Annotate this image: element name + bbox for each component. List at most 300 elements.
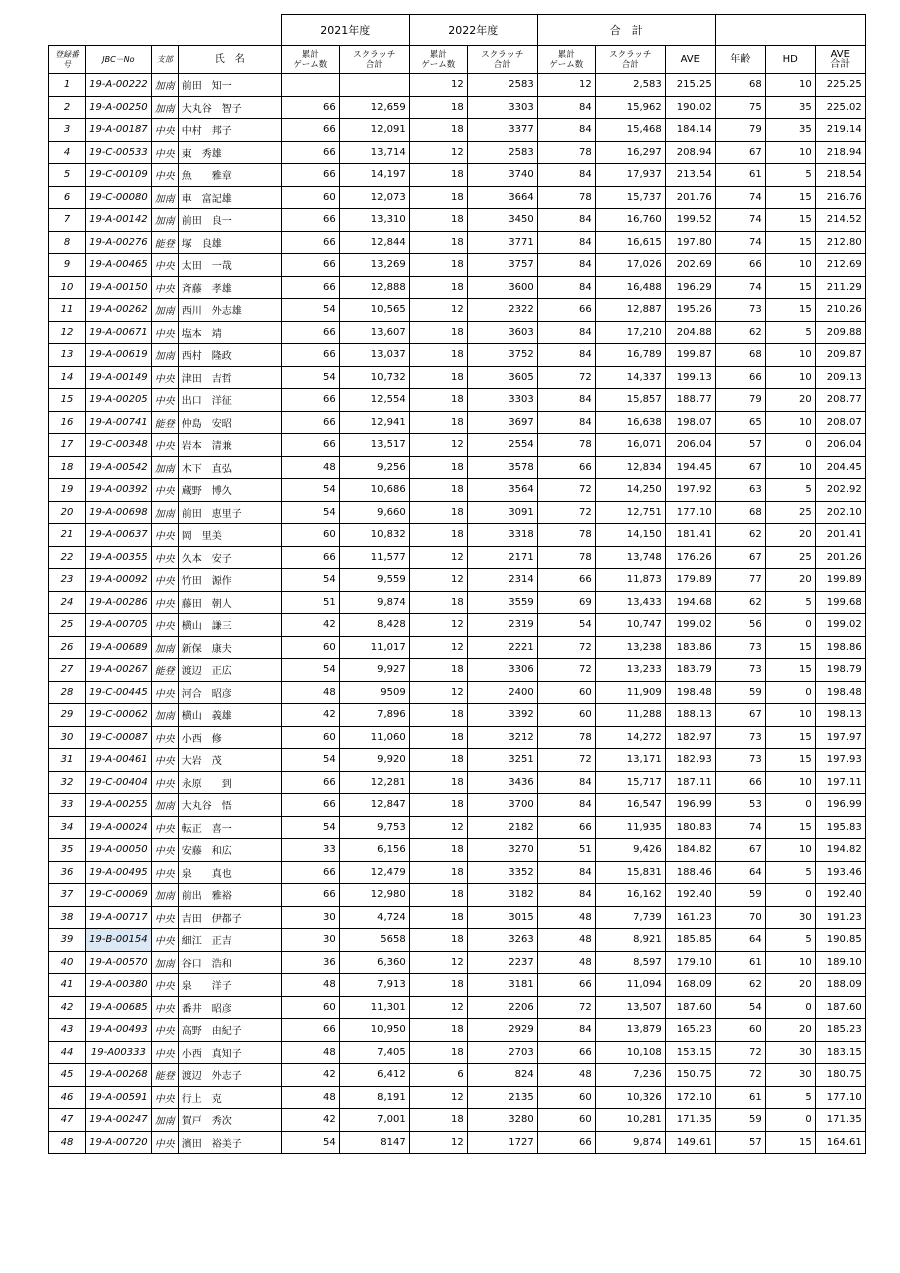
- cell-ave-total: 202.92: [815, 479, 865, 502]
- cell-ave-total: 199.89: [815, 569, 865, 592]
- cell-ave: 180.83: [665, 816, 715, 839]
- cell-scratch-total: 14,250: [595, 479, 665, 502]
- cell-scratch-total: 13,171: [595, 749, 665, 772]
- cell-games-2022: 12: [409, 951, 467, 974]
- cell-games-2021: 30: [281, 906, 339, 929]
- cell-scratch-total: 16,547: [595, 794, 665, 817]
- cell-games-total: 72: [537, 501, 595, 524]
- table-row: [49, 681, 866, 704]
- cell-hd: 5: [765, 591, 815, 614]
- cell-scratch-total: 13,238: [595, 636, 665, 659]
- cell-scratch-2021: 11,060: [339, 726, 409, 749]
- cell-scratch-2021: 12,844: [339, 231, 409, 254]
- cell-ave: 199.02: [665, 614, 715, 637]
- cell-games-2021: 54: [281, 366, 339, 389]
- cell-age: 74: [715, 816, 765, 839]
- cell-jbc: 19-C-00062: [86, 704, 152, 727]
- cell-no: 45: [49, 1064, 86, 1087]
- cell-games-2021: 66: [281, 321, 339, 344]
- cell-no: 27: [49, 659, 86, 682]
- cell-name: 前田 良一: [178, 209, 281, 232]
- cell-scratch-total: 13,433: [595, 591, 665, 614]
- table-row: [49, 929, 866, 952]
- cell-scratch-2022: 2206: [467, 996, 537, 1019]
- cell-name: 横山 謙三: [178, 614, 281, 637]
- cell-games-total: 78: [537, 434, 595, 457]
- cell-scratch-2022: 3280: [467, 1109, 537, 1132]
- cell-hd: 20: [765, 389, 815, 412]
- cell-games-total: 84: [537, 411, 595, 434]
- cell-ave-total: 204.45: [815, 456, 865, 479]
- cell-scratch-2022: 2929: [467, 1019, 537, 1042]
- cell-scratch-total: 11,288: [595, 704, 665, 727]
- cell-games-2021: 48: [281, 456, 339, 479]
- cell-jbc: 19-A-00267: [86, 659, 152, 682]
- cell-no: 4: [49, 141, 86, 164]
- cell-games-total: 48: [537, 1064, 595, 1087]
- cell-scratch-2021: 12,479: [339, 861, 409, 884]
- cell-games-2022: 18: [409, 524, 467, 547]
- cell-ave-total: 185.23: [815, 1019, 865, 1042]
- cell-ave: 187.11: [665, 771, 715, 794]
- cell-branch: 加南: [151, 501, 178, 524]
- table-row: [49, 434, 866, 457]
- cell-age: 73: [715, 636, 765, 659]
- table-row: [49, 1109, 866, 1132]
- cell-scratch-2021: 5658: [339, 929, 409, 952]
- cell-jbc: 19-A-00262: [86, 299, 152, 322]
- cell-scratch-2022: 3352: [467, 861, 537, 884]
- cell-name: 西村 隆政: [178, 344, 281, 367]
- cell-games-2021: 54: [281, 501, 339, 524]
- cell-scratch-2021: 10,686: [339, 479, 409, 502]
- cell-hd: 15: [765, 816, 815, 839]
- cell-branch: 加南: [151, 456, 178, 479]
- cell-games-total: 84: [537, 389, 595, 412]
- cell-games-2021: 48: [281, 1086, 339, 1109]
- cell-branch: 中央: [151, 546, 178, 569]
- cell-scratch-2021: 8147: [339, 1131, 409, 1154]
- cell-hd: 30: [765, 1041, 815, 1064]
- cell-ave-total: 164.61: [815, 1131, 865, 1154]
- cell-scratch-2022: 2237: [467, 951, 537, 974]
- cell-scratch-2021: 10,832: [339, 524, 409, 547]
- cell-scratch-total: 12,834: [595, 456, 665, 479]
- table-row: [49, 794, 866, 817]
- cell-scratch-total: 16,789: [595, 344, 665, 367]
- cell-games-2022: 18: [409, 704, 467, 727]
- cell-scratch-2021: [339, 74, 409, 97]
- cell-age: 79: [715, 389, 765, 412]
- cell-ave: 199.52: [665, 209, 715, 232]
- cell-no: 25: [49, 614, 86, 637]
- cell-ave-total: 190.85: [815, 929, 865, 952]
- cell-games-2022: 18: [409, 591, 467, 614]
- cell-ave-total: 209.88: [815, 321, 865, 344]
- cell-games-2021: 36: [281, 951, 339, 974]
- cell-ave: 187.60: [665, 996, 715, 1019]
- cell-scratch-2021: 12,554: [339, 389, 409, 412]
- cell-age: 73: [715, 659, 765, 682]
- cell-ave-total: 197.97: [815, 726, 865, 749]
- cell-ave-total: 225.02: [815, 96, 865, 119]
- cell-hd: 25: [765, 546, 815, 569]
- cell-hd: 10: [765, 704, 815, 727]
- cell-scratch-total: 9,874: [595, 1131, 665, 1154]
- cell-scratch-2021: 13,607: [339, 321, 409, 344]
- cell-name: 渡辺 外志子: [178, 1064, 281, 1087]
- cell-ave: 190.02: [665, 96, 715, 119]
- cell-jbc: 19-A-00268: [86, 1064, 152, 1087]
- cell-branch: 加南: [151, 186, 178, 209]
- cell-jbc: 19-A-00591: [86, 1086, 152, 1109]
- cell-scratch-2022: 3263: [467, 929, 537, 952]
- cell-no: 14: [49, 366, 86, 389]
- cell-games-2022: 12: [409, 141, 467, 164]
- cell-no: 48: [49, 1131, 86, 1154]
- cell-scratch-2021: 13,269: [339, 254, 409, 277]
- cell-name: 高野 由紀子: [178, 1019, 281, 1042]
- cell-games-total: 72: [537, 479, 595, 502]
- cell-age: 61: [715, 951, 765, 974]
- table-row: [49, 659, 866, 682]
- cell-games-2021: 60: [281, 996, 339, 1019]
- cell-scratch-2022: 3752: [467, 344, 537, 367]
- cell-scratch-2021: 13,517: [339, 434, 409, 457]
- cell-branch: 中央: [151, 479, 178, 502]
- cell-branch: 能登: [151, 411, 178, 434]
- cell-jbc: 19-A-00205: [86, 389, 152, 412]
- cell-scratch-2022: 3564: [467, 479, 537, 502]
- table-row: [49, 816, 866, 839]
- cell-scratch-2021: 12,073: [339, 186, 409, 209]
- cell-games-total: 72: [537, 749, 595, 772]
- cell-games-2021: 54: [281, 749, 339, 772]
- cell-scratch-total: 15,468: [595, 119, 665, 142]
- cell-jbc: 19-A-00619: [86, 344, 152, 367]
- cell-scratch-2022: 2314: [467, 569, 537, 592]
- cell-age: 62: [715, 591, 765, 614]
- table-row: [49, 1019, 866, 1042]
- cell-no: 41: [49, 974, 86, 997]
- cell-no: 32: [49, 771, 86, 794]
- cell-ave-total: 177.10: [815, 1086, 865, 1109]
- table-row: [49, 614, 866, 637]
- table-row: [49, 1041, 866, 1064]
- cell-scratch-total: 12,751: [595, 501, 665, 524]
- cell-scratch-2021: 9,559: [339, 569, 409, 592]
- cell-name: 塩本 靖: [178, 321, 281, 344]
- cell-games-2021: 66: [281, 411, 339, 434]
- cell-ave-total: 171.35: [815, 1109, 865, 1132]
- cell-scratch-total: 11,873: [595, 569, 665, 592]
- cell-games-2021: 66: [281, 1019, 339, 1042]
- cell-jbc: 19-A-00392: [86, 479, 152, 502]
- cell-ave: 177.10: [665, 501, 715, 524]
- cell-hd: 15: [765, 659, 815, 682]
- cell-name: 大岩 茂: [178, 749, 281, 772]
- cell-age: 68: [715, 344, 765, 367]
- cell-ave: 182.93: [665, 749, 715, 772]
- cell-ave-total: 214.52: [815, 209, 865, 232]
- cell-age: 74: [715, 231, 765, 254]
- cell-games-2021: 54: [281, 659, 339, 682]
- cell-games-2021: 66: [281, 771, 339, 794]
- cell-hd: 30: [765, 1064, 815, 1087]
- cell-games-2021: 48: [281, 974, 339, 997]
- table-row: [49, 906, 866, 929]
- cell-scratch-2021: 7,913: [339, 974, 409, 997]
- cell-no: 40: [49, 951, 86, 974]
- table-row: [49, 366, 866, 389]
- cell-scratch-2021: 12,659: [339, 96, 409, 119]
- cell-scratch-2021: 7,896: [339, 704, 409, 727]
- cell-no: 9: [49, 254, 86, 277]
- cell-ave-total: 196.99: [815, 794, 865, 817]
- cell-ave-total: 218.94: [815, 141, 865, 164]
- cell-jbc: 19-A-00671: [86, 321, 152, 344]
- cell-jbc: 19-A-00461: [86, 749, 152, 772]
- cell-scratch-2022: 3578: [467, 456, 537, 479]
- cell-name: 太田 一哉: [178, 254, 281, 277]
- cell-name: 永原 到: [178, 771, 281, 794]
- table-row: [49, 96, 866, 119]
- table-row: [49, 569, 866, 592]
- cell-no: 6: [49, 186, 86, 209]
- cell-games-2021: 66: [281, 861, 339, 884]
- cell-jbc: 19-A-00705: [86, 614, 152, 637]
- cell-branch: 中央: [151, 771, 178, 794]
- cell-games-total: 66: [537, 1131, 595, 1154]
- cell-no: 36: [49, 861, 86, 884]
- cell-branch: 中央: [151, 119, 178, 142]
- cell-games-total: 66: [537, 569, 595, 592]
- cell-games-2022: 12: [409, 614, 467, 637]
- table-row: [49, 636, 866, 659]
- cell-no: 26: [49, 636, 86, 659]
- cell-branch: 中央: [151, 1086, 178, 1109]
- cell-branch: 加南: [151, 951, 178, 974]
- cell-age: 61: [715, 1086, 765, 1109]
- cell-branch: 中央: [151, 141, 178, 164]
- cell-hd: 35: [765, 119, 815, 142]
- header-total: 合 計: [537, 15, 715, 46]
- cell-branch: 加南: [151, 704, 178, 727]
- cell-name: 安藤 和広: [178, 839, 281, 862]
- cell-name: 前出 雅裕: [178, 884, 281, 907]
- cell-games-2021: 66: [281, 141, 339, 164]
- cell-scratch-2021: 10,950: [339, 1019, 409, 1042]
- cell-games-total: 48: [537, 929, 595, 952]
- cell-name: 新保 康夫: [178, 636, 281, 659]
- cell-scratch-total: 9,426: [595, 839, 665, 862]
- table-row: [49, 1064, 866, 1087]
- cell-scratch-2021: 13,037: [339, 344, 409, 367]
- cell-ave: 183.79: [665, 659, 715, 682]
- cell-age: 67: [715, 456, 765, 479]
- cell-scratch-2021: 11,577: [339, 546, 409, 569]
- cell-hd: 35: [765, 96, 815, 119]
- cell-scratch-2021: 12,847: [339, 794, 409, 817]
- cell-name: 塚 良雄: [178, 231, 281, 254]
- cell-scratch-total: 13,879: [595, 1019, 665, 1042]
- cell-games-2021: 66: [281, 546, 339, 569]
- cell-scratch-total: 14,150: [595, 524, 665, 547]
- cell-branch: 中央: [151, 816, 178, 839]
- cell-games-2022: 18: [409, 479, 467, 502]
- cell-games-2021: 66: [281, 344, 339, 367]
- cell-games-2022: 18: [409, 119, 467, 142]
- cell-no: 18: [49, 456, 86, 479]
- cell-games-2022: 12: [409, 636, 467, 659]
- cell-games-2021: 66: [281, 794, 339, 817]
- cell-branch: 能登: [151, 1064, 178, 1087]
- cell-scratch-2021: 12,281: [339, 771, 409, 794]
- cell-name: 仲島 安昭: [178, 411, 281, 434]
- cell-scratch-2022: 3740: [467, 164, 537, 187]
- cell-scratch-2022: 3212: [467, 726, 537, 749]
- cell-scratch-2022: 3015: [467, 906, 537, 929]
- cell-name: 竹田 源作: [178, 569, 281, 592]
- cell-age: 73: [715, 299, 765, 322]
- cell-games-2021: 42: [281, 704, 339, 727]
- cell-no: 3: [49, 119, 86, 142]
- col-header-scratch-2021: スクラッチ 合計: [339, 46, 409, 74]
- cell-ave: 161.23: [665, 906, 715, 929]
- cell-branch: 中央: [151, 749, 178, 772]
- cell-scratch-2021: 9,874: [339, 591, 409, 614]
- cell-branch: 中央: [151, 524, 178, 547]
- cell-scratch-total: 16,638: [595, 411, 665, 434]
- cell-name: 津田 吉哲: [178, 366, 281, 389]
- cell-games-total: 66: [537, 299, 595, 322]
- cell-age: 66: [715, 771, 765, 794]
- cell-no: 24: [49, 591, 86, 614]
- cell-branch: 加南: [151, 209, 178, 232]
- cell-no: 12: [49, 321, 86, 344]
- cell-ave-total: 208.07: [815, 411, 865, 434]
- cell-name: 西川 外志雄: [178, 299, 281, 322]
- cell-no: 37: [49, 884, 86, 907]
- cell-games-total: 48: [537, 951, 595, 974]
- cell-games-2021: 66: [281, 164, 339, 187]
- cell-name: 大丸谷 智子: [178, 96, 281, 119]
- cell-games-2022: 18: [409, 1019, 467, 1042]
- cell-ave: 194.45: [665, 456, 715, 479]
- cell-no: 29: [49, 704, 86, 727]
- cell-jbc: 19-A-00717: [86, 906, 152, 929]
- cell-jbc: 19-A-00149: [86, 366, 152, 389]
- cell-scratch-2022: 3303: [467, 389, 537, 412]
- col-header-jbc: JBC－No: [86, 46, 152, 74]
- table-row: [49, 1131, 866, 1154]
- cell-games-2022: 18: [409, 861, 467, 884]
- cell-ave-total: 194.82: [815, 839, 865, 862]
- cell-games-total: 66: [537, 816, 595, 839]
- table-row: [49, 321, 866, 344]
- cell-ave: 179.10: [665, 951, 715, 974]
- cell-scratch-2022: 2319: [467, 614, 537, 637]
- cell-scratch-2021: 8,428: [339, 614, 409, 637]
- cell-hd: 10: [765, 456, 815, 479]
- table-row: [49, 704, 866, 727]
- cell-ave: 183.86: [665, 636, 715, 659]
- cell-age: 57: [715, 434, 765, 457]
- cell-games-2021: 60: [281, 524, 339, 547]
- cell-ave-total: 198.48: [815, 681, 865, 704]
- header-column-row: [49, 46, 866, 74]
- cell-hd: 0: [765, 681, 815, 704]
- cell-games-2021: 54: [281, 1131, 339, 1154]
- ranking-table: [48, 14, 866, 1154]
- cell-games-total: 84: [537, 771, 595, 794]
- cell-games-2021: 66: [281, 884, 339, 907]
- cell-scratch-total: 11,935: [595, 816, 665, 839]
- cell-scratch-2021: 9,753: [339, 816, 409, 839]
- cell-scratch-total: 10,747: [595, 614, 665, 637]
- cell-age: 65: [715, 411, 765, 434]
- cell-ave: 194.68: [665, 591, 715, 614]
- cell-jbc: 19-C-00533: [86, 141, 152, 164]
- cell-jbc: 19-C-00069: [86, 884, 152, 907]
- cell-scratch-2021: 7,001: [339, 1109, 409, 1132]
- cell-ave: 192.40: [665, 884, 715, 907]
- cell-scratch-2022: 3303: [467, 96, 537, 119]
- cell-hd: 5: [765, 1086, 815, 1109]
- cell-age: 67: [715, 546, 765, 569]
- cell-games-total: 51: [537, 839, 595, 862]
- cell-ave: 188.13: [665, 704, 715, 727]
- cell-games-2022: 18: [409, 209, 467, 232]
- cell-age: 62: [715, 321, 765, 344]
- cell-ave-total: 192.40: [815, 884, 865, 907]
- cell-scratch-2022: 2583: [467, 74, 537, 97]
- cell-ave: 201.76: [665, 186, 715, 209]
- cell-games-2021: 33: [281, 839, 339, 862]
- cell-scratch-2021: 9,256: [339, 456, 409, 479]
- cell-age: 67: [715, 704, 765, 727]
- col-header-games-2022: 累計 ゲーム数: [409, 46, 467, 74]
- cell-scratch-total: 17,026: [595, 254, 665, 277]
- cell-jbc: 19-A-00286: [86, 591, 152, 614]
- cell-ave: 199.87: [665, 344, 715, 367]
- cell-scratch-2022: 3270: [467, 839, 537, 862]
- cell-games-total: 84: [537, 884, 595, 907]
- cell-jbc: 19-A-00150: [86, 276, 152, 299]
- cell-hd: 15: [765, 749, 815, 772]
- cell-scratch-2021: 10,565: [339, 299, 409, 322]
- cell-games-total: 84: [537, 1019, 595, 1042]
- cell-ave-total: 197.93: [815, 749, 865, 772]
- cell-scratch-total: 16,760: [595, 209, 665, 232]
- table-row: [49, 231, 866, 254]
- cell-name: 久本 安子: [178, 546, 281, 569]
- cell-games-total: 84: [537, 254, 595, 277]
- cell-games-total: 72: [537, 996, 595, 1019]
- cell-games-2022: 18: [409, 344, 467, 367]
- cell-scratch-2022: 3392: [467, 704, 537, 727]
- cell-age: 77: [715, 569, 765, 592]
- cell-no: 43: [49, 1019, 86, 1042]
- cell-branch: 加南: [151, 299, 178, 322]
- cell-no: 28: [49, 681, 86, 704]
- cell-branch: 中央: [151, 164, 178, 187]
- cell-hd: 15: [765, 231, 815, 254]
- cell-games-2021: 42: [281, 614, 339, 637]
- cell-no: 16: [49, 411, 86, 434]
- cell-age: 66: [715, 254, 765, 277]
- cell-hd: 20: [765, 524, 815, 547]
